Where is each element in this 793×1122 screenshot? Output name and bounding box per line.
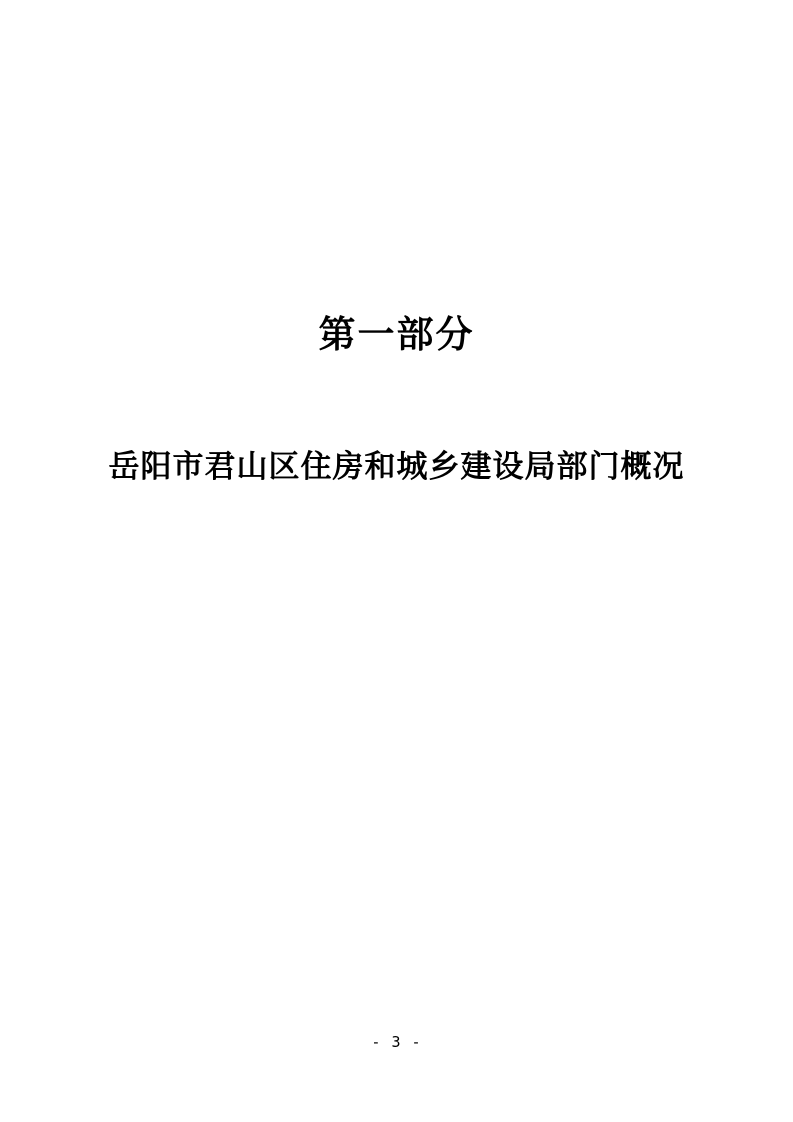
section-title: 岳阳市君山区住房和城乡建设局部门概况 xyxy=(108,449,685,485)
part-heading: 第一部分 xyxy=(318,312,475,356)
page-number: - 3 - xyxy=(371,1033,422,1051)
